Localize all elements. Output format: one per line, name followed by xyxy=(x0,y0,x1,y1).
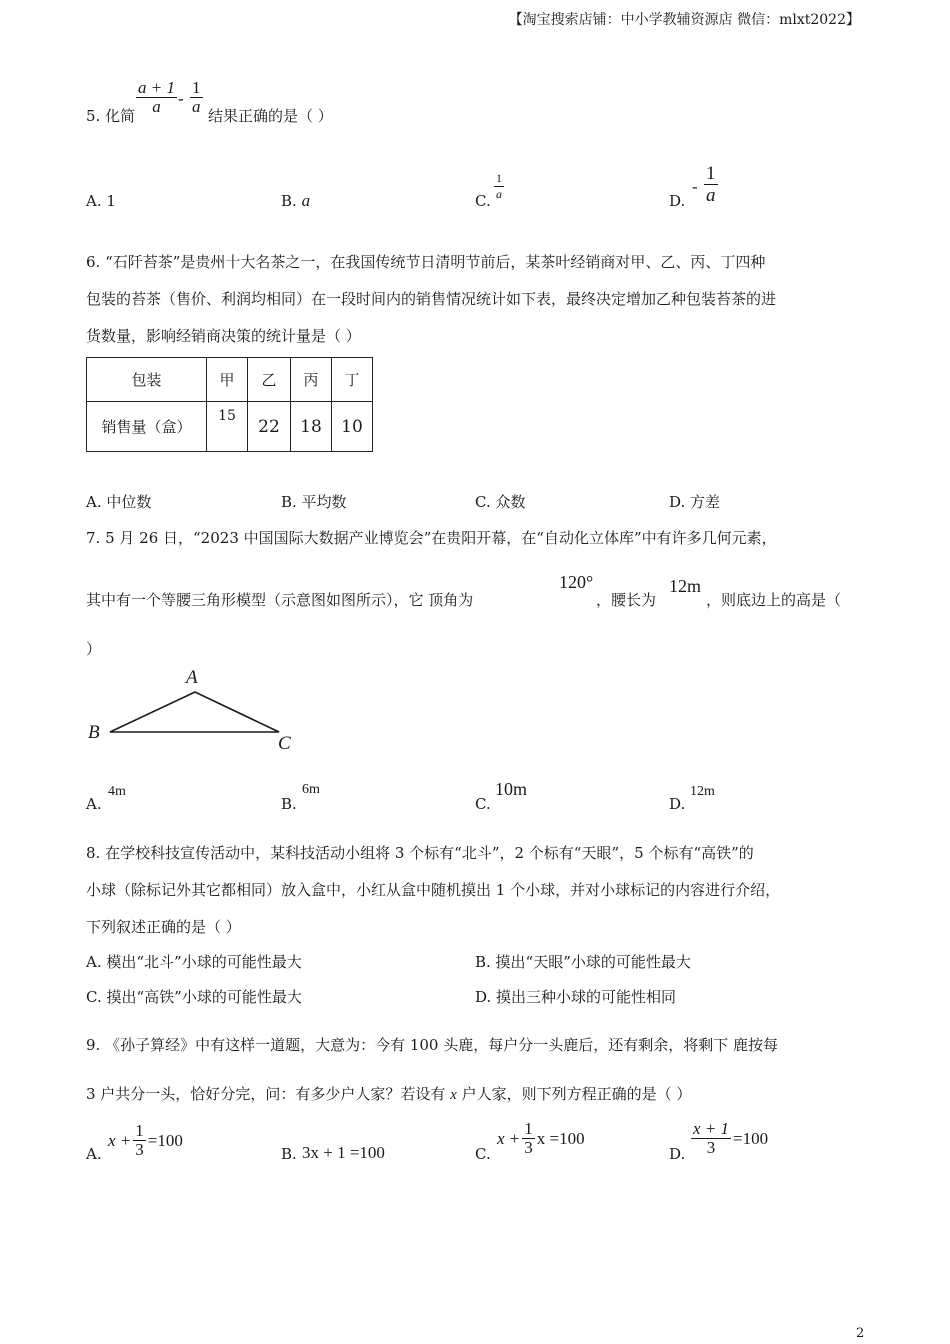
table-cell: 10 xyxy=(332,402,373,452)
q5-minus-sign: - xyxy=(178,89,184,108)
q9-option-a-expression xyxy=(108,1122,183,1159)
q5-question-tail: 结果正确的是（ ） xyxy=(208,107,333,125)
q8-option-d[interactable]: D. 摸出三种小球的可能性相同 xyxy=(475,988,677,1006)
q7-option-a[interactable] xyxy=(86,794,102,814)
header-banner: 【淘宝搜索店铺：中小学教辅资源店 微信：mlxt2022】 xyxy=(508,12,860,28)
q6-line-2: 包装的苔茶（售价、利润均相同）在一段时间内的销售情况统计如下表，最终决定增加乙种包装苔茶的进 xyxy=(86,290,777,308)
q6-option-a[interactable]: A. 中位数 xyxy=(86,493,152,511)
q8-line-2: 小球（除标记外其它都相同）放入盒中，小红从盒中随机摸出 1 个小球，并对小球标记的内容进行介绍， xyxy=(86,881,781,899)
q9-variable: x xyxy=(450,1087,457,1103)
q5-option-d-denominator: a xyxy=(706,185,716,206)
q5-number: 5. 化简 xyxy=(86,107,136,125)
q7-line-2c: ，则底边上的高是（ xyxy=(706,591,842,609)
q9-option-d-numerator: x + 1 xyxy=(693,1119,730,1138)
table-cell: 15 xyxy=(207,402,248,452)
q7-option-a-label: A. xyxy=(86,795,102,813)
table-header-cell: 丁 xyxy=(332,358,373,402)
q5-option-c-denominator: a xyxy=(496,187,502,201)
q5-frac2-numerator: 1 xyxy=(192,78,201,97)
q5-option-b-value: a xyxy=(301,191,311,210)
q9-option-a[interactable]: A. xyxy=(86,1145,102,1163)
q9-option-c-lead: x + xyxy=(497,1128,521,1148)
q9-option-a-tail: =100 xyxy=(147,1130,183,1150)
vertex-label-b: B xyxy=(88,722,100,743)
q9-option-c-numerator: 1 xyxy=(524,1119,533,1138)
table-header-cell: 甲 xyxy=(207,358,248,402)
q7-line-3: ） xyxy=(86,640,102,658)
triangle-shape xyxy=(110,692,279,732)
q9-option-c-expression xyxy=(497,1120,585,1157)
q5-option-b[interactable] xyxy=(281,191,310,211)
q9-line-2 xyxy=(86,1084,691,1105)
page-number: 2 xyxy=(856,1326,865,1341)
q5-option-c-numerator: 1 xyxy=(496,171,502,185)
q6-line-1: 6. “石阡苔茶”是贵州十大名茶之一，在我国传统节日清明节前后，某茶叶经销商对甲、乙、丙、丁四种 xyxy=(86,253,766,271)
q5-option-d-sign: - xyxy=(692,177,698,196)
q5-fraction-2 xyxy=(190,79,203,116)
q7-angle: 120° xyxy=(559,572,594,592)
q9-line-2b: 户人家，则下列方程正确的是（ ） xyxy=(461,1085,692,1103)
q7-option-d-label: D. xyxy=(669,795,686,813)
q9-option-c-tail: x =100 xyxy=(536,1128,585,1148)
q9-option-c[interactable]: C. xyxy=(475,1145,491,1163)
vertex-label-a: A xyxy=(186,667,198,688)
q9-option-a-lead: x + xyxy=(108,1130,132,1150)
q9-option-a-denominator: 3 xyxy=(135,1140,144,1159)
table-header-cell: 包装 xyxy=(87,358,207,402)
q7-option-c-label: C. xyxy=(475,795,491,813)
q7-option-d[interactable] xyxy=(669,794,685,814)
q6-option-d[interactable]: D. 方差 xyxy=(669,493,721,511)
q9-option-b-expression: 3x + 1 =100 xyxy=(302,1143,385,1162)
q9-option-d-expression xyxy=(691,1120,768,1157)
q8-option-c[interactable]: C. 摸出“高铁”小球的可能性最大 xyxy=(86,988,302,1006)
q9-option-d[interactable]: D. xyxy=(669,1145,686,1163)
table-header-cell: 乙 xyxy=(248,358,291,402)
q9-option-b[interactable]: B. xyxy=(281,1145,297,1163)
q6-option-b[interactable]: B. 平均数 xyxy=(281,493,347,511)
q5-option-d-numerator: 1 xyxy=(706,163,716,184)
q7-option-b-value: 6m xyxy=(302,782,320,797)
q6-line-3: 货数量，影响经销商决策的统计量是（ ） xyxy=(86,327,361,345)
q7-option-b-label: B. xyxy=(281,795,297,813)
q8-line-3: 下列叙述正确的是（ ） xyxy=(86,918,241,936)
q8-option-a[interactable]: A. 模出“北斗”小球的可能性最大 xyxy=(86,953,302,971)
table-cell: 22 xyxy=(248,402,291,452)
table-cell: 18 xyxy=(291,402,332,452)
q5-option-b-label: B. xyxy=(281,192,297,210)
table-header-cell: 丙 xyxy=(291,358,332,402)
q7-length: 12m xyxy=(669,576,702,596)
sales-table-header-row xyxy=(87,358,373,402)
q9-line-2a: 3 户共分一头，恰好分完，问：有多少户人家？若设有 xyxy=(86,1085,446,1103)
q5-frac1-denominator: a xyxy=(152,97,161,116)
q7-option-a-value: 4m xyxy=(108,784,126,799)
vertex-label-c: C xyxy=(278,733,291,754)
q5-option-d[interactable]: D. xyxy=(669,192,686,210)
q7-option-d-value: 12m xyxy=(690,784,715,799)
q5-fraction-1 xyxy=(136,79,177,116)
q5-frac1-numerator: a + 1 xyxy=(138,78,175,97)
sales-table xyxy=(86,357,373,452)
q7-line-2b: ，腰长为 xyxy=(596,591,657,609)
q7-option-c[interactable] xyxy=(475,794,491,814)
q5-option-c-fraction xyxy=(494,171,504,202)
q7-line-1: 7. 5 月 26 日，“2023 中国国际大数据产业博览会”在贵阳开幕，在“自动化立体库”中有许多几何元素， xyxy=(86,529,777,547)
q5-frac2-denominator: a xyxy=(192,97,201,116)
q7-option-b[interactable] xyxy=(281,794,297,814)
q9-option-c-denominator: 3 xyxy=(524,1138,533,1157)
q5-option-d-fraction xyxy=(704,163,718,206)
q7-line-2a: 其中有一个等腰三角形模型（示意图如图所示），它 顶角为 xyxy=(86,591,474,609)
q9-option-d-tail: =100 xyxy=(733,1128,769,1148)
q8-line-1: 8. 在学校科技宣传活动中，某科技活动小组将 3 个标有“北斗”，2 个标有“天眼”，5 个标有“高铁”的 xyxy=(86,844,754,862)
q5-option-c[interactable]: C. xyxy=(475,192,491,210)
table-row-label: 销售量（盒） xyxy=(87,402,207,452)
q6-option-c[interactable]: C. 众数 xyxy=(475,493,526,511)
q7-option-c-value: 10m xyxy=(495,779,528,799)
q9-option-d-denominator: 3 xyxy=(706,1138,716,1157)
q5-option-a[interactable]: A. 1 xyxy=(86,192,116,210)
sales-table-data-row xyxy=(87,402,373,452)
q9-line-1: 9. 《孙子算经》中有这样一道题，大意为：今有 100 头鹿，每户分一头鹿后，还有剩余，将剩下 鹿按每 xyxy=(86,1036,779,1054)
q9-option-a-numerator: 1 xyxy=(135,1121,144,1140)
q8-option-b[interactable]: B. 摸出“天眼”小球的可能性最大 xyxy=(475,953,691,971)
